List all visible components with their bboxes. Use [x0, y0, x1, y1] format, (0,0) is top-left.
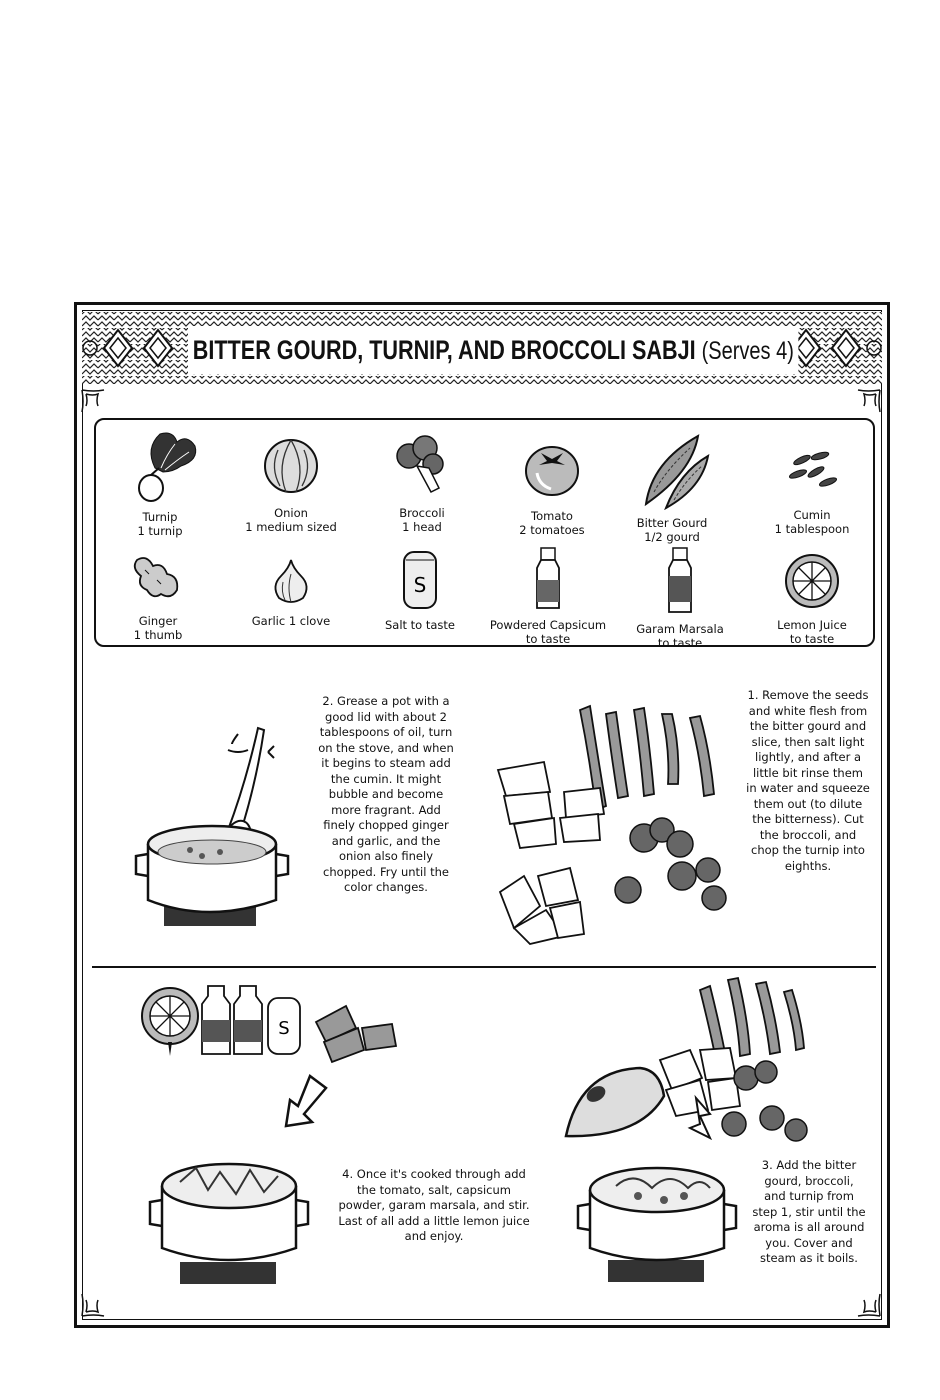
salt-shaker-label: S: [413, 573, 427, 597]
step-3-text: 3. Add the bitter gourd, broccoli, and turnip from step 1, stir until the aroma is all around you. Cover and steam as it boils.: [752, 1158, 866, 1265]
step-1-text: 1. Remove the seeds and white flesh from the bitter gourd and slice, then salt light lightly, and after a little bit rinse them in water and squeeze them out (to dilute the bitterness). Cut the broccoli, and chop the turnip into eighths.: [746, 688, 870, 873]
corner-ornament-icon: [856, 388, 882, 414]
ingredient-amount: 1 thumb: [133, 628, 183, 642]
spice-bottle-icon: [531, 546, 565, 612]
ingredient-ginger: [88, 546, 228, 642]
ingredient-tomato: [482, 433, 622, 537]
corner-ornament-icon: [856, 1292, 882, 1318]
ingredient-garam-marsala: [610, 546, 750, 650]
final-ingredients-illustration: [140, 976, 410, 1292]
ingredient-broccoli: [352, 430, 492, 534]
turnip-icon: [115, 428, 205, 504]
section-divider: [92, 966, 876, 968]
tomato-icon: [517, 433, 587, 503]
corner-ornament-icon: [80, 1292, 106, 1318]
ingredient-name: Garam Marsala: [636, 622, 724, 636]
ingredient-onion: [221, 428, 361, 534]
ingredient-name: Onion: [274, 506, 308, 520]
ingredient-amount: to taste: [657, 636, 703, 650]
ingredient-name: Powdered Capsicum: [489, 618, 607, 632]
step-4-text: 4. Once it's cooked through add the tomato, salt, capsicum powder, garam marsala, and stir. Last of all add a little lemon juice and enjoy.: [338, 1167, 530, 1243]
salt-shaker-icon: [400, 546, 440, 612]
ingredient-name: Cumin: [793, 508, 831, 522]
ingredient-name: Bitter Gourd: [636, 516, 708, 530]
ingredient-name: Lemon Juice: [777, 618, 847, 632]
ingredient-name: Broccoli: [399, 506, 445, 520]
ingredient-amount: 1 medium sized: [245, 520, 337, 534]
chopped-vegetables-illustration: [494, 700, 744, 950]
cumin-icon: [782, 440, 842, 502]
bitter-gourd-icon: [632, 432, 712, 510]
recipe-title-text: BITTER GOURD, TURNIP, AND BROCCOLI SABJI: [192, 335, 696, 365]
broccoli-icon: [387, 430, 457, 500]
ingredient-name: Tomato: [531, 509, 573, 523]
pot-with-spoon-illustration: [128, 724, 298, 934]
ingredient-amount: 1 turnip: [137, 524, 183, 538]
ingredient-amount: 1/2 gourd: [644, 530, 700, 544]
ingredient-cumin: [742, 440, 882, 536]
corner-ornament-icon: [80, 388, 106, 414]
ingredient-salt: [350, 546, 490, 632]
onion-icon: [256, 428, 326, 500]
ingredient-name: Ginger: [138, 614, 178, 628]
ingredient-lemon-juice: [742, 550, 882, 646]
ingredient-name: Garlic 1 clove: [251, 614, 331, 628]
ingredient-amount: 2 tomatoes: [519, 523, 585, 537]
ingredient-amount: to taste: [789, 632, 835, 646]
ingredient-turnip: [90, 428, 230, 538]
ingredient-amount: to taste: [525, 632, 571, 646]
lemon-icon: [781, 550, 843, 612]
ingredient-name: Salt to taste: [384, 618, 456, 632]
step-2-text: 2. Grease a pot with a good lid with about 2 tablespoons of oil, turn on the stove, and when it begins to steam add the cumin. It might bubble and become more fragrant. Add finely chopped ginger and garlic, and the onion also finely chopped. Fry until the color changes.: [318, 694, 454, 894]
ingredient-name: Turnip: [142, 510, 178, 524]
ingredient-powdered-capsicum: [478, 546, 618, 646]
ingredient-amount: 1 tablespoon: [774, 522, 850, 536]
ingredient-bitter-gourd: [602, 432, 742, 544]
recipe-serves: (Serves 4): [701, 337, 794, 365]
ginger-icon: [123, 546, 193, 608]
ingredient-garlic: [221, 552, 361, 628]
ingredient-amount: 1 head: [402, 520, 442, 534]
spice-bottle-icon: [663, 546, 697, 616]
recipe-title: [188, 326, 799, 374]
salt-shaker-label: S: [278, 1018, 290, 1039]
garlic-icon: [261, 552, 321, 608]
